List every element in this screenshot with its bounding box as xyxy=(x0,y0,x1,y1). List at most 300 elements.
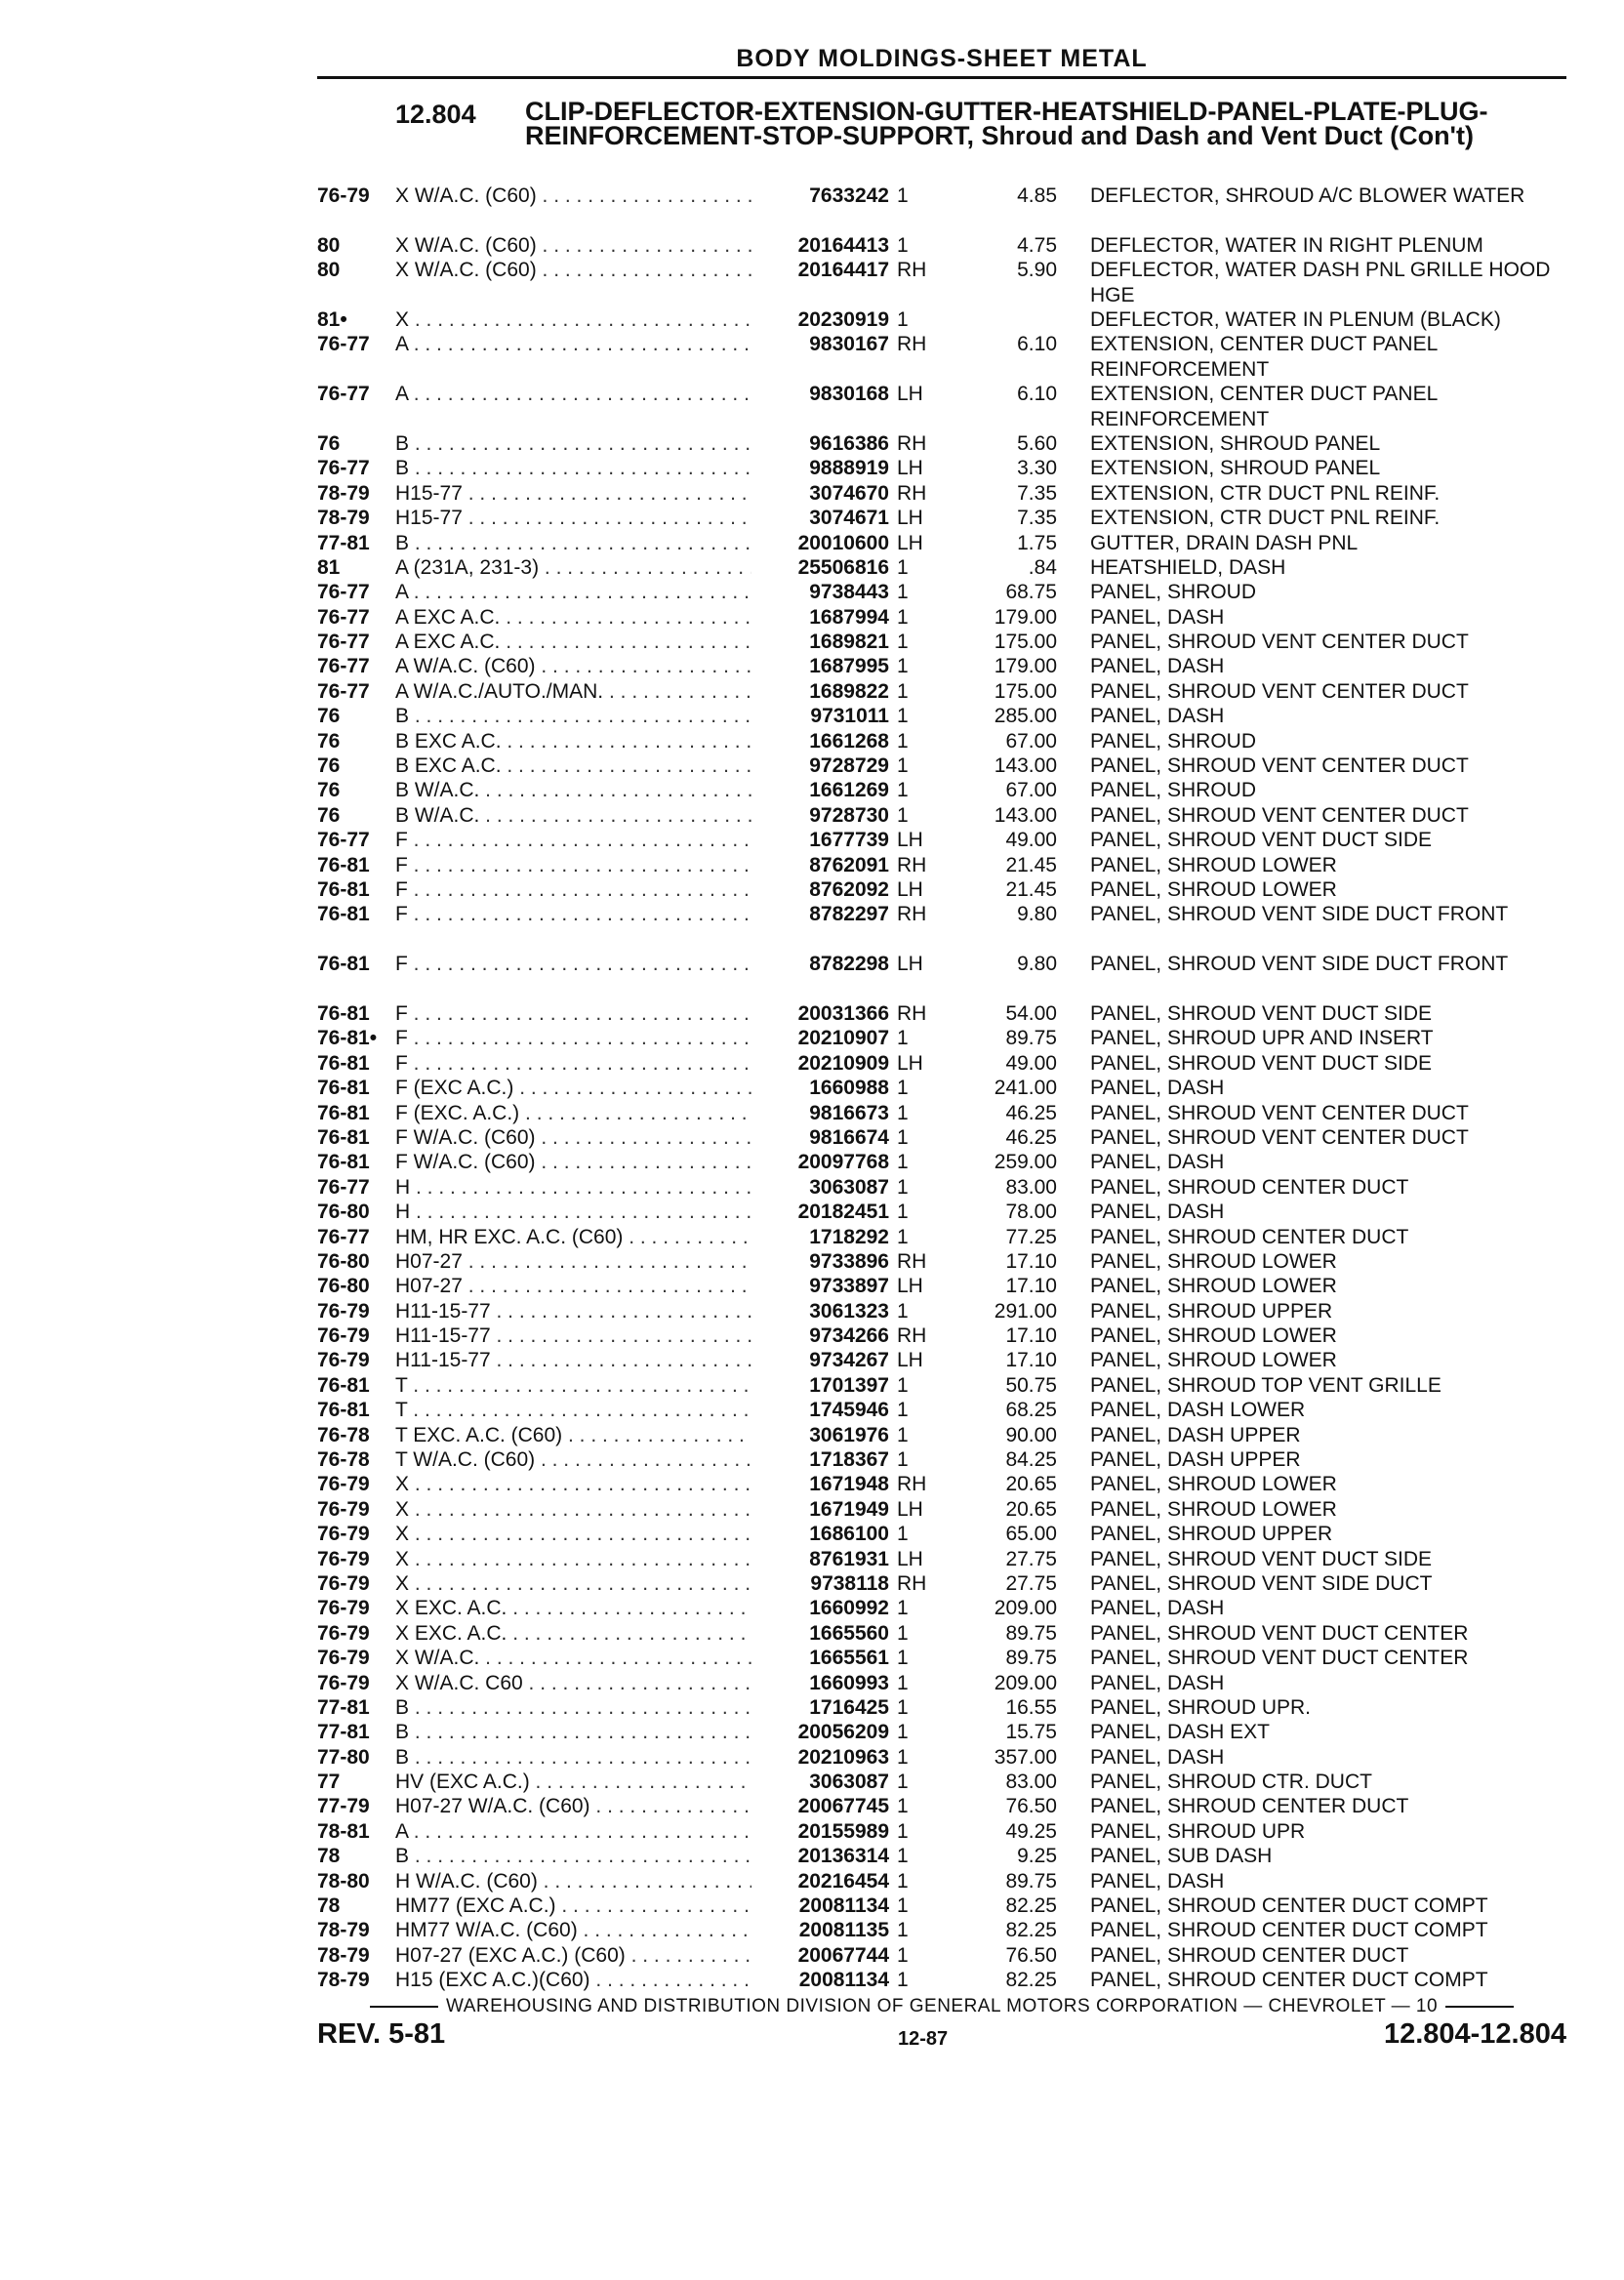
price-cell: 46.25 xyxy=(1005,1125,1057,1149)
model-cell: A W/A.C./AUTO./MAN. . . . xyxy=(395,679,751,704)
table-row xyxy=(317,1943,1566,1968)
table-row xyxy=(317,506,1566,530)
model-cell: X EXC. A.C. . . . xyxy=(395,1596,751,1620)
model-cell: A EXC A.C. . . . xyxy=(395,630,751,654)
model-cell: H15-77 . . . xyxy=(395,506,751,530)
part-number-cell: 25506816 xyxy=(797,555,889,579)
price-cell: 175.00 xyxy=(994,631,1057,654)
price-cell: 65.00 xyxy=(1005,1523,1057,1546)
qty-cell: 1 xyxy=(897,1423,909,1446)
part-number-cell: 9728729 xyxy=(809,754,889,778)
year-cell: 76-79 xyxy=(317,184,370,207)
year-cell: 76-81 xyxy=(317,1001,370,1025)
year-cell: 76-80 xyxy=(317,1275,370,1298)
part-number-cell: 3074671 xyxy=(809,507,889,530)
qty-cell: RH xyxy=(897,431,927,455)
model-cell: X . . . xyxy=(395,1497,751,1522)
price-cell: 49.25 xyxy=(1005,1819,1057,1843)
table-row xyxy=(317,580,1566,604)
model-cell: HM77 (EXC A.C.) . . . xyxy=(395,1893,751,1918)
price-cell: 9.25 xyxy=(1017,1845,1057,1868)
price-cell: 46.25 xyxy=(1005,1101,1057,1124)
qty-cell: LH xyxy=(897,1349,923,1372)
model-cell: B EXC A.C. . . . xyxy=(395,753,751,778)
table-row xyxy=(317,1101,1566,1125)
qty-cell: 1 xyxy=(897,1795,909,1818)
qty-cell: 1 xyxy=(897,1819,909,1843)
table-row xyxy=(317,1225,1566,1249)
part-number-cell: 9816674 xyxy=(809,1125,889,1149)
model-cell: T . . . xyxy=(395,1398,751,1422)
qty-cell: LH xyxy=(897,457,923,480)
price-cell: 4.85 xyxy=(1017,184,1057,207)
price-cell: 27.75 xyxy=(1005,1547,1057,1570)
qty-cell: 1 xyxy=(897,1597,909,1620)
footer-division: WAREHOUSING AND DISTRIBUTION DIVISION OF GENERAL MOTORS CORPORATION — CHEVROLET — 10 xyxy=(445,1996,1439,2016)
year-cell: 76 xyxy=(317,754,341,778)
qty-cell: 1 xyxy=(897,1671,909,1694)
part-number-cell: 1661268 xyxy=(809,729,889,753)
model-cell: B . . . xyxy=(395,456,751,480)
price-cell: 179.00 xyxy=(994,605,1057,629)
part-number-cell: 20081134 xyxy=(798,1894,889,1918)
description-cell: PANEL, DASH xyxy=(1090,1671,1225,1694)
description-cell: PANEL, SHROUD CENTER DUCT COMPT xyxy=(1090,1894,1488,1918)
price-cell: 20.65 xyxy=(1005,1473,1057,1496)
qty-cell: 1 xyxy=(897,1745,909,1769)
price-cell: 49.00 xyxy=(1005,829,1057,852)
price-cell: 54.00 xyxy=(1005,1001,1057,1025)
price-cell: 143.00 xyxy=(994,803,1057,827)
table-row xyxy=(317,456,1566,480)
table-row xyxy=(317,183,1566,233)
part-number-cell: 9734267 xyxy=(809,1349,889,1372)
price-cell: 179.00 xyxy=(994,655,1057,678)
part-number-cell: 3061976 xyxy=(809,1423,889,1446)
part-number-cell: 20081135 xyxy=(798,1919,889,1942)
description-cell: PANEL, DASH LOWER xyxy=(1090,1399,1306,1422)
qty-cell: 1 xyxy=(897,1201,909,1224)
model-cell: A . . . xyxy=(395,332,751,356)
model-cell: HM, HR EXC. A.C. (C60) . . . xyxy=(395,1225,751,1249)
year-cell: 76 xyxy=(317,431,341,455)
price-cell: 209.00 xyxy=(994,1597,1057,1620)
model-cell: A EXC A.C. . . . xyxy=(395,605,751,630)
qty-cell: 1 xyxy=(897,1225,909,1248)
qty-cell: LH xyxy=(897,507,923,530)
description-cell: DEFLECTOR, SHROUD A/C BLOWER WATER xyxy=(1090,184,1525,207)
part-number-cell: 8762091 xyxy=(809,853,889,876)
description-cell: PANEL, DASH UPPER xyxy=(1090,1448,1301,1472)
table-row xyxy=(317,1522,1566,1546)
year-cell: 76-79 xyxy=(317,1647,370,1670)
year-cell: 76-77 xyxy=(317,383,370,406)
year-cell: 76-77 xyxy=(317,829,370,852)
table-row xyxy=(317,1125,1566,1150)
part-number-cell: 3063087 xyxy=(809,1175,889,1199)
description-cell: EXTENSION, SHROUD PANEL xyxy=(1090,431,1381,455)
price-cell: 9.80 xyxy=(1017,903,1057,926)
part-number-cell: 1660993 xyxy=(809,1671,889,1694)
description-cell: PANEL, DASH xyxy=(1090,705,1225,728)
part-number-cell: 1745946 xyxy=(809,1399,889,1422)
model-cell: B . . . xyxy=(395,431,751,456)
part-number-cell: 20210909 xyxy=(797,1051,889,1075)
year-cell: 76 xyxy=(317,779,341,802)
year-cell: 76-77 xyxy=(317,457,370,480)
qty-cell: 1 xyxy=(897,679,909,703)
price-cell: 4.75 xyxy=(1017,233,1057,257)
table-row xyxy=(317,1844,1566,1868)
model-cell: X . . . xyxy=(395,1547,751,1571)
description-cell: PANEL, DASH xyxy=(1090,1077,1225,1100)
table-row xyxy=(317,258,1566,307)
part-number-cell: 1660992 xyxy=(809,1597,889,1620)
description-cell: PANEL, SHROUD VENT DUCT SIDE xyxy=(1090,1001,1433,1025)
model-cell: H . . . xyxy=(395,1200,751,1224)
part-number-cell: 1687994 xyxy=(809,605,889,629)
year-cell: 77-81 xyxy=(317,1695,370,1719)
description-cell: PANEL, SHROUD VENT SIDE DUCT xyxy=(1090,1571,1433,1595)
section-title: CLIP-DEFLECTOR-EXTENSION-GUTTER-HEATSHIELD-PANEL-PLATE-PLUG-REINFORCEMENT-STOP-SUPPORT, Shroud and Dash and Vent Duct (Con't) xyxy=(525,97,1488,150)
part-number-cell: 3074670 xyxy=(809,481,889,505)
qty-cell: 1 xyxy=(897,1027,909,1050)
part-number-cell: 9728730 xyxy=(809,803,889,827)
model-cell: B . . . xyxy=(395,1720,751,1744)
price-cell: 27.75 xyxy=(1005,1571,1057,1595)
model-cell: H07-27 W/A.C. (C60) . . . xyxy=(395,1794,751,1818)
part-number-cell: 20210907 xyxy=(797,1027,889,1050)
description-cell: PANEL, SHROUD xyxy=(1090,581,1256,604)
qty-cell: LH xyxy=(897,1275,923,1298)
year-cell: 76-77 xyxy=(317,1225,370,1248)
description-cell: PANEL, SHROUD LOWER xyxy=(1090,1473,1337,1496)
table-row xyxy=(317,1274,1566,1298)
table-row xyxy=(317,1472,1566,1496)
qty-cell: 1 xyxy=(897,705,909,728)
price-cell: 1.75 xyxy=(1017,531,1057,554)
model-cell: H07-27 . . . xyxy=(395,1274,751,1298)
price-cell: 259.00 xyxy=(994,1151,1057,1174)
part-number-cell: 1689822 xyxy=(809,679,889,703)
model-cell: A . . . xyxy=(395,382,751,406)
description-cell: PANEL, SHROUD CTR. DUCT xyxy=(1090,1771,1372,1794)
description-cell: PANEL, SHROUD VENT DUCT SIDE xyxy=(1090,1547,1433,1570)
part-number-cell: 9731011 xyxy=(810,705,889,728)
part-number-cell: 20210963 xyxy=(797,1745,889,1769)
qty-cell: 1 xyxy=(897,1919,909,1942)
price-cell: 241.00 xyxy=(994,1077,1057,1100)
part-number-cell: 1686100 xyxy=(809,1523,889,1546)
year-cell: 76-81 xyxy=(317,953,370,976)
description-cell: PANEL, DASH xyxy=(1090,1745,1225,1769)
price-cell: 49.00 xyxy=(1005,1051,1057,1075)
year-cell: 77 xyxy=(317,1771,341,1794)
qty-cell: RH xyxy=(897,259,927,282)
model-cell: F . . . xyxy=(395,902,751,926)
table-row xyxy=(317,481,1566,506)
qty-cell: 1 xyxy=(897,779,909,802)
table-row xyxy=(317,630,1566,654)
qty-cell: 1 xyxy=(897,1869,909,1893)
description-cell: EXTENSION, CTR DUCT PNL REINF. xyxy=(1090,481,1441,505)
table-row xyxy=(317,332,1566,382)
model-cell: T . . . xyxy=(395,1373,751,1398)
part-number-cell: 1671949 xyxy=(809,1497,889,1521)
price-cell: 3.30 xyxy=(1017,457,1057,480)
table-row xyxy=(317,1770,1566,1794)
price-cell: 89.75 xyxy=(1005,1647,1057,1670)
description-cell: PANEL, SHROUD UPR AND INSERT xyxy=(1090,1027,1434,1050)
model-cell: B . . . xyxy=(395,531,751,555)
qty-cell: LH xyxy=(897,829,923,852)
year-cell: 77-79 xyxy=(317,1795,370,1818)
description-cell: PANEL, SHROUD UPPER xyxy=(1090,1523,1333,1546)
year-cell: 78-79 xyxy=(317,481,370,505)
part-number-cell: 20067744 xyxy=(797,1943,889,1967)
table-row xyxy=(317,1299,1566,1323)
table-row xyxy=(317,1869,1566,1893)
year-cell: 76-79 xyxy=(317,1349,370,1372)
qty-cell: LH xyxy=(897,383,923,406)
table-row xyxy=(317,1547,1566,1571)
footer-rule-left xyxy=(370,2006,438,2008)
part-number-cell: 9888919 xyxy=(809,457,889,480)
year-cell: 78-79 xyxy=(317,1969,370,1992)
description-cell: PANEL, SHROUD CENTER DUCT xyxy=(1090,1225,1409,1248)
model-cell: A (231A, 231-3) . . . xyxy=(395,555,751,580)
table-row xyxy=(317,1720,1566,1744)
year-cell: 76 xyxy=(317,803,341,827)
description-cell: PANEL, SHROUD UPR xyxy=(1090,1819,1306,1843)
table-row xyxy=(317,555,1566,580)
model-cell: F . . . xyxy=(395,1001,751,1026)
description-cell: PANEL, SHROUD VENT SIDE DUCT FRONT xyxy=(1090,953,1509,976)
year-cell: 78-79 xyxy=(317,1919,370,1942)
qty-cell: 1 xyxy=(897,803,909,827)
year-cell: 76-79 xyxy=(317,1324,370,1348)
year-cell: 76-79 xyxy=(317,1497,370,1521)
year-cell: 81• xyxy=(317,307,347,331)
model-cell: H15 (EXC A.C.)(C60) . . . xyxy=(395,1968,751,1992)
model-cell: B . . . xyxy=(395,704,751,728)
year-cell: 76-81 xyxy=(317,1373,370,1397)
price-cell: 357.00 xyxy=(994,1745,1057,1769)
model-cell: X . . . xyxy=(395,307,751,332)
table-row xyxy=(317,952,1566,1001)
part-number-cell: 9734266 xyxy=(809,1324,889,1348)
qty-cell: LH xyxy=(897,1547,923,1570)
price-cell: 143.00 xyxy=(994,754,1057,778)
part-number-cell: 1718367 xyxy=(809,1448,889,1472)
year-cell: 77-81 xyxy=(317,531,370,554)
table-row xyxy=(317,1671,1566,1695)
part-number-cell: 1689821 xyxy=(809,631,889,654)
part-number-cell: 9738118 xyxy=(810,1571,889,1595)
qty-cell: RH xyxy=(897,1001,927,1025)
qty-cell: RH xyxy=(897,853,927,876)
table-row xyxy=(317,654,1566,678)
qty-cell: 1 xyxy=(897,1448,909,1472)
year-cell: 76-80 xyxy=(317,1249,370,1273)
part-number-cell: 9616386 xyxy=(809,431,889,455)
price-cell: 82.25 xyxy=(1005,1894,1057,1918)
qty-cell: RH xyxy=(897,1324,927,1348)
year-cell: 76-81 xyxy=(317,853,370,876)
revision-label: REV. 5-81 xyxy=(317,2018,446,2050)
part-number-cell: 20031366 xyxy=(797,1001,889,1025)
table-row xyxy=(317,1968,1566,1992)
qty-cell: 1 xyxy=(897,754,909,778)
model-cell: F W/A.C. (C60) . . . xyxy=(395,1150,751,1174)
model-cell: HM77 W/A.C. (C60) . . . xyxy=(395,1918,751,1942)
price-cell: 82.25 xyxy=(1005,1969,1057,1992)
model-cell: B EXC A.C. . . . xyxy=(395,729,751,753)
section-number: 12.804 xyxy=(395,100,476,129)
year-cell: 76-81 xyxy=(317,1051,370,1075)
year-cell: 78-79 xyxy=(317,507,370,530)
part-number-cell: 1660988 xyxy=(809,1077,889,1100)
price-cell: 89.75 xyxy=(1005,1621,1057,1645)
model-cell: H . . . xyxy=(395,1175,751,1200)
description-cell: PANEL, SHROUD VENT CENTER DUCT xyxy=(1090,1101,1469,1124)
model-cell: X W/A.C. (C60) . . . xyxy=(395,258,751,282)
part-number-cell: 1665561 xyxy=(809,1647,889,1670)
model-cell: F (EXC A.C.) . . . xyxy=(395,1076,751,1100)
qty-cell: LH xyxy=(897,953,923,976)
table-row xyxy=(317,1200,1566,1224)
table-row xyxy=(317,307,1566,332)
part-number-cell: 1716425 xyxy=(809,1695,889,1719)
qty-cell: 1 xyxy=(897,1621,909,1645)
part-number-cell: 9830167 xyxy=(809,333,889,356)
model-cell: H11-15-77 . . . xyxy=(395,1348,751,1372)
year-cell: 76-77 xyxy=(317,581,370,604)
qty-cell: 1 xyxy=(897,1299,909,1323)
table-row xyxy=(317,1893,1566,1918)
description-cell: PANEL, SHROUD VENT DUCT SIDE xyxy=(1090,829,1433,852)
year-cell: 76-78 xyxy=(317,1423,370,1446)
table-row xyxy=(317,233,1566,258)
qty-cell: 1 xyxy=(897,555,909,579)
footer-division-line xyxy=(317,1996,1566,2017)
qty-cell: 1 xyxy=(897,581,909,604)
description-cell: PANEL, SHROUD VENT SIDE DUCT FRONT xyxy=(1090,903,1509,926)
year-cell: 76-81 xyxy=(317,1101,370,1124)
price-cell: 77.25 xyxy=(1005,1225,1057,1248)
description-cell: PANEL, SHROUD VENT DUCT CENTER xyxy=(1090,1621,1469,1645)
description-cell: EXTENSION, CENTER DUCT PANEL REINFORCEMENT xyxy=(1090,383,1438,430)
part-number-cell: 9733897 xyxy=(809,1275,889,1298)
description-cell: PANEL, DASH xyxy=(1090,1151,1225,1174)
model-cell: H15-77 . . . xyxy=(395,481,751,506)
qty-cell: LH xyxy=(897,531,923,554)
part-number-cell: 9816673 xyxy=(809,1101,889,1124)
year-cell: 76-77 xyxy=(317,679,370,703)
model-cell: X . . . xyxy=(395,1522,751,1546)
model-cell: F (EXC. A.C.) . . . xyxy=(395,1101,751,1125)
table-row xyxy=(317,1001,1566,1026)
footer-rule-right xyxy=(1445,2006,1514,2008)
description-cell: PANEL, DASH xyxy=(1090,605,1225,629)
price-cell: 16.55 xyxy=(1005,1695,1057,1719)
description-cell: PANEL, SHROUD VENT CENTER DUCT xyxy=(1090,1125,1469,1149)
part-number-cell: 20230919 xyxy=(797,307,889,331)
table-row xyxy=(317,1175,1566,1200)
parts-list xyxy=(317,183,1566,1993)
part-number-cell: 1677739 xyxy=(809,829,889,852)
price-cell: 6.10 xyxy=(1017,333,1057,356)
model-cell: X EXC. A.C. . . . xyxy=(395,1621,751,1646)
description-cell: GUTTER, DRAIN DASH PNL xyxy=(1090,531,1359,554)
year-cell: 76-77 xyxy=(317,1175,370,1199)
price-cell: 285.00 xyxy=(994,705,1057,728)
model-cell: X W/A.C. (C60) . . . xyxy=(395,183,751,208)
table-row xyxy=(317,1794,1566,1818)
description-cell: PANEL, SHROUD VENT CENTER DUCT xyxy=(1090,679,1469,703)
description-cell: EXTENSION, CENTER DUCT PANEL REINFORCEMENT xyxy=(1090,333,1438,381)
part-number-cell: 1718292 xyxy=(809,1225,889,1248)
price-cell: .84 xyxy=(1028,555,1057,579)
qty-cell: 1 xyxy=(897,729,909,753)
description-cell: PANEL, SHROUD VENT DUCT SIDE xyxy=(1090,1051,1433,1075)
year-cell: 76 xyxy=(317,705,341,728)
model-cell: X . . . xyxy=(395,1472,751,1496)
model-cell: F . . . xyxy=(395,877,751,902)
year-cell: 78-80 xyxy=(317,1869,370,1893)
price-cell: 84.25 xyxy=(1005,1448,1057,1472)
table-row xyxy=(317,1076,1566,1100)
year-cell: 76-77 xyxy=(317,333,370,356)
price-cell: 17.10 xyxy=(1005,1349,1057,1372)
part-number-cell: 20067745 xyxy=(797,1795,889,1818)
description-cell: PANEL, SUB DASH xyxy=(1090,1845,1273,1868)
model-cell: B W/A.C. . . . xyxy=(395,778,751,802)
part-number-cell: 20081134 xyxy=(798,1969,889,1992)
description-cell: PANEL, DASH xyxy=(1090,1201,1225,1224)
qty-cell: 1 xyxy=(897,1943,909,1967)
table-row xyxy=(317,778,1566,802)
price-cell: 89.75 xyxy=(1005,1869,1057,1893)
page-header: BODY MOLDINGS-SHEET METAL xyxy=(736,45,1148,72)
qty-cell: RH xyxy=(897,903,927,926)
description-cell: PANEL, DASH xyxy=(1090,1597,1225,1620)
model-cell: B . . . xyxy=(395,1844,751,1868)
model-cell: B . . . xyxy=(395,1745,751,1770)
table-row xyxy=(317,877,1566,902)
model-cell: X W/A.C. . . . xyxy=(395,1646,751,1670)
part-number-cell: 8782297 xyxy=(809,903,889,926)
part-number-cell: 20182451 xyxy=(797,1201,889,1224)
year-cell: 76-81 xyxy=(317,903,370,926)
table-row xyxy=(317,1348,1566,1372)
qty-cell: RH xyxy=(897,333,927,356)
model-cell: X W/A.C. C60 . . . xyxy=(395,1671,751,1695)
description-cell: PANEL, DASH EXT xyxy=(1090,1721,1270,1744)
model-cell: B W/A.C. . . . xyxy=(395,803,751,828)
model-cell: H11-15-77 . . . xyxy=(395,1323,751,1348)
price-cell: 5.90 xyxy=(1017,259,1057,282)
description-cell: PANEL, SHROUD CENTER DUCT COMPT xyxy=(1090,1969,1488,1992)
model-cell: A . . . xyxy=(395,580,751,604)
description-cell: PANEL, SHROUD LOWER xyxy=(1090,1249,1337,1273)
table-row xyxy=(317,1571,1566,1596)
price-cell: 21.45 xyxy=(1005,853,1057,876)
qty-cell: 1 xyxy=(897,605,909,629)
description-cell: EXTENSION, SHROUD PANEL xyxy=(1090,457,1381,480)
table-row xyxy=(317,382,1566,431)
description-cell: DEFLECTOR, WATER DASH PNL GRILLE HOOD HGE xyxy=(1090,259,1551,306)
